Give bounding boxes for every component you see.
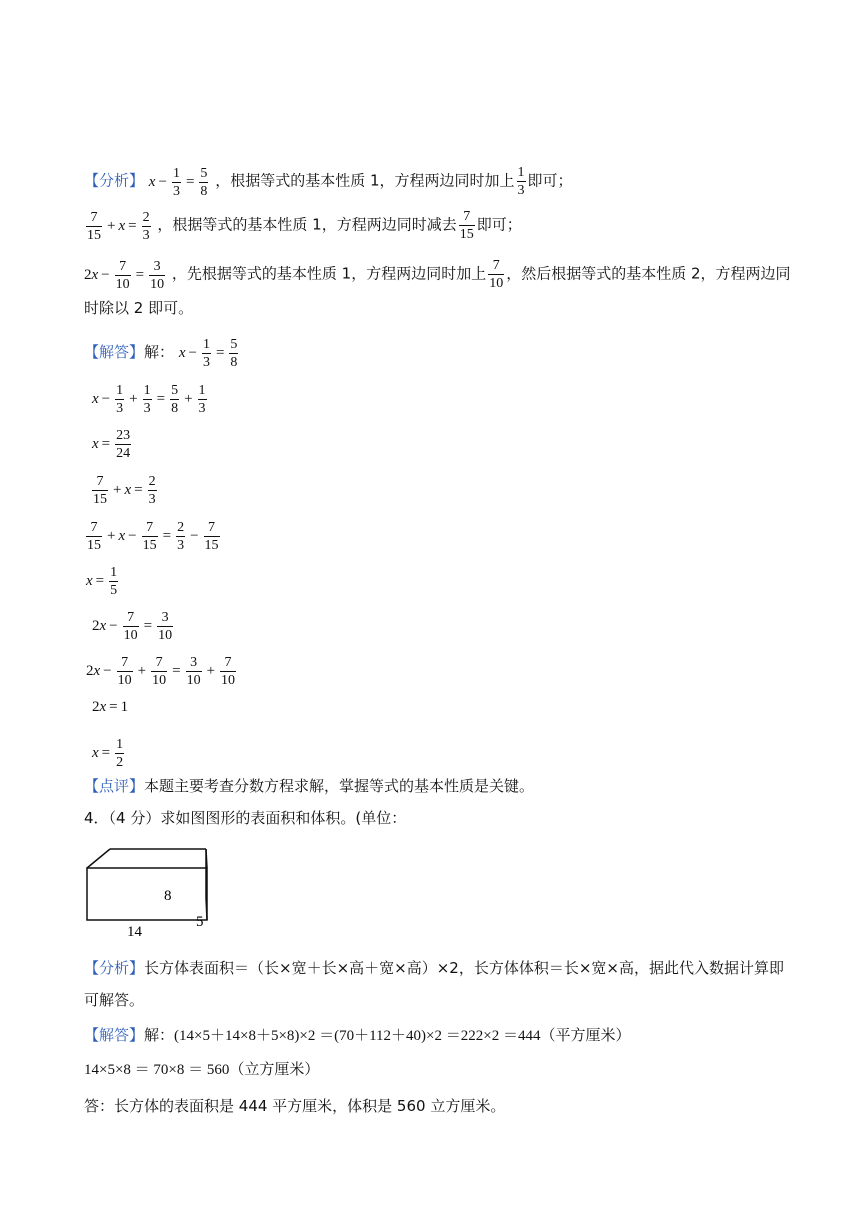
- analysis-line-1: [84, 164, 573, 200]
- solution-prefix: 解：: [144, 1026, 175, 1044]
- surface-area-equation: (14×5＋14×8＋5×8)×2 ＝(70＋112＋40)×2 ＝222×2 ＝444（平方厘米）: [174, 1028, 631, 1044]
- volume-equation: 14×5×8 ＝ 70×8 ＝ 560（立方厘米）: [84, 1062, 320, 1078]
- equation-step: 2x − $\frac{7}{10}$ + $\frac{7}{10}$ = $\frac{3}{10}$ + $\frac{7}{10}$: [86, 655, 236, 688]
- equation-step: x = $\frac{23}{24}$: [92, 428, 131, 461]
- cuboid-front-face: [87, 868, 207, 920]
- analysis-text: ，先根据等式的基本性质 1，方程两边同时加上: [171, 264, 487, 283]
- equation-step: 2x − $\frac{7}{10}$ = $\frac{3}{10}$: [92, 610, 173, 643]
- fraction: $\frac{7}{15}$: [459, 209, 474, 242]
- analysis-tag: 【分析】: [84, 171, 145, 190]
- solution-prefix: 解：: [144, 342, 175, 361]
- equation: 2x − $\frac{7}{10}$ = $\frac{3}{10}$: [84, 258, 165, 292]
- question-4: 4．（4 分）求如图图形的表面积和体积。(单位：: [84, 809, 407, 827]
- solution-tag: 【解答】: [84, 1026, 145, 1044]
- cuboid-edge: [87, 849, 110, 868]
- equation-step: $\frac{7}{15}$ + x = $\frac{2}{3}$: [93, 474, 156, 507]
- height-label: 8: [164, 888, 172, 904]
- analysis-text: ，根据等式的基本性质 1，方程两边同时加上: [215, 171, 515, 190]
- comment-line: [84, 776, 534, 796]
- fraction: $\frac{1}{3}$: [517, 165, 525, 198]
- equation: x − $\frac{1}{3}$ = $\frac{5}{8}$: [148, 165, 208, 199]
- equation: x − $\frac{1}{3}$ = $\frac{5}{8}$: [178, 337, 238, 370]
- solution-tag: 【解答】: [84, 342, 145, 361]
- equation-step: x − $\frac{1}{3}$ + $\frac{1}{3}$ = $\frac{5}{8}$ + $\frac{1}{3}$: [92, 383, 206, 416]
- length-label: 14: [127, 924, 142, 940]
- equation-step: x = $\frac{1}{2}$: [92, 737, 124, 770]
- equation-step: x = $\frac{1}{5}$: [86, 565, 118, 598]
- equation-step: $\frac{7}{15}$ + x − $\frac{7}{15}$ = $\frac{2}{3}$ − $\frac{7}{15}$: [87, 520, 219, 553]
- width-label: 5: [196, 914, 204, 930]
- analysis2-line-2: 可解答。: [84, 991, 145, 1009]
- solution2-line-1: [84, 1025, 630, 1046]
- answer-text: 答：长方体的表面积是 444 平方厘米，体积是 560 立方厘米。: [84, 1097, 506, 1115]
- cuboid-edge: [206, 898, 207, 920]
- analysis-line-4: 时除以 2 即可。: [84, 299, 194, 317]
- analysis-text: ，根据等式的基本性质 1，方程两边同时减去: [157, 215, 457, 234]
- analysis-text: 长方体表面积＝（长×宽＋长×高＋宽×高）×2，长方体体积＝长×宽×高，据此代入数据计算即: [144, 959, 784, 977]
- analysis-line-3: [84, 257, 791, 293]
- analysis-line-2: [84, 208, 522, 244]
- analysis-text: 即可；: [527, 171, 573, 190]
- cuboid-figure: [84, 846, 224, 942]
- equation-step: 2x = 1: [92, 699, 129, 715]
- analysis-tag: 【分析】: [84, 959, 145, 977]
- comment-tag: 【点评】: [84, 777, 145, 795]
- analysis-text: 即可；: [476, 215, 522, 234]
- analysis2-line-1: [84, 958, 784, 978]
- comment-text: 本题主要考查分数方程求解，掌握等式的基本性质是关键。: [144, 777, 535, 795]
- equation: $\frac{7}{15}$ + x = $\frac{2}{3}$: [87, 209, 150, 243]
- fraction: $\frac{7}{10}$: [489, 258, 504, 291]
- analysis-text: ，然后根据等式的基本性质 2，方程两边同: [506, 264, 791, 283]
- solution-line-1: [84, 336, 240, 371]
